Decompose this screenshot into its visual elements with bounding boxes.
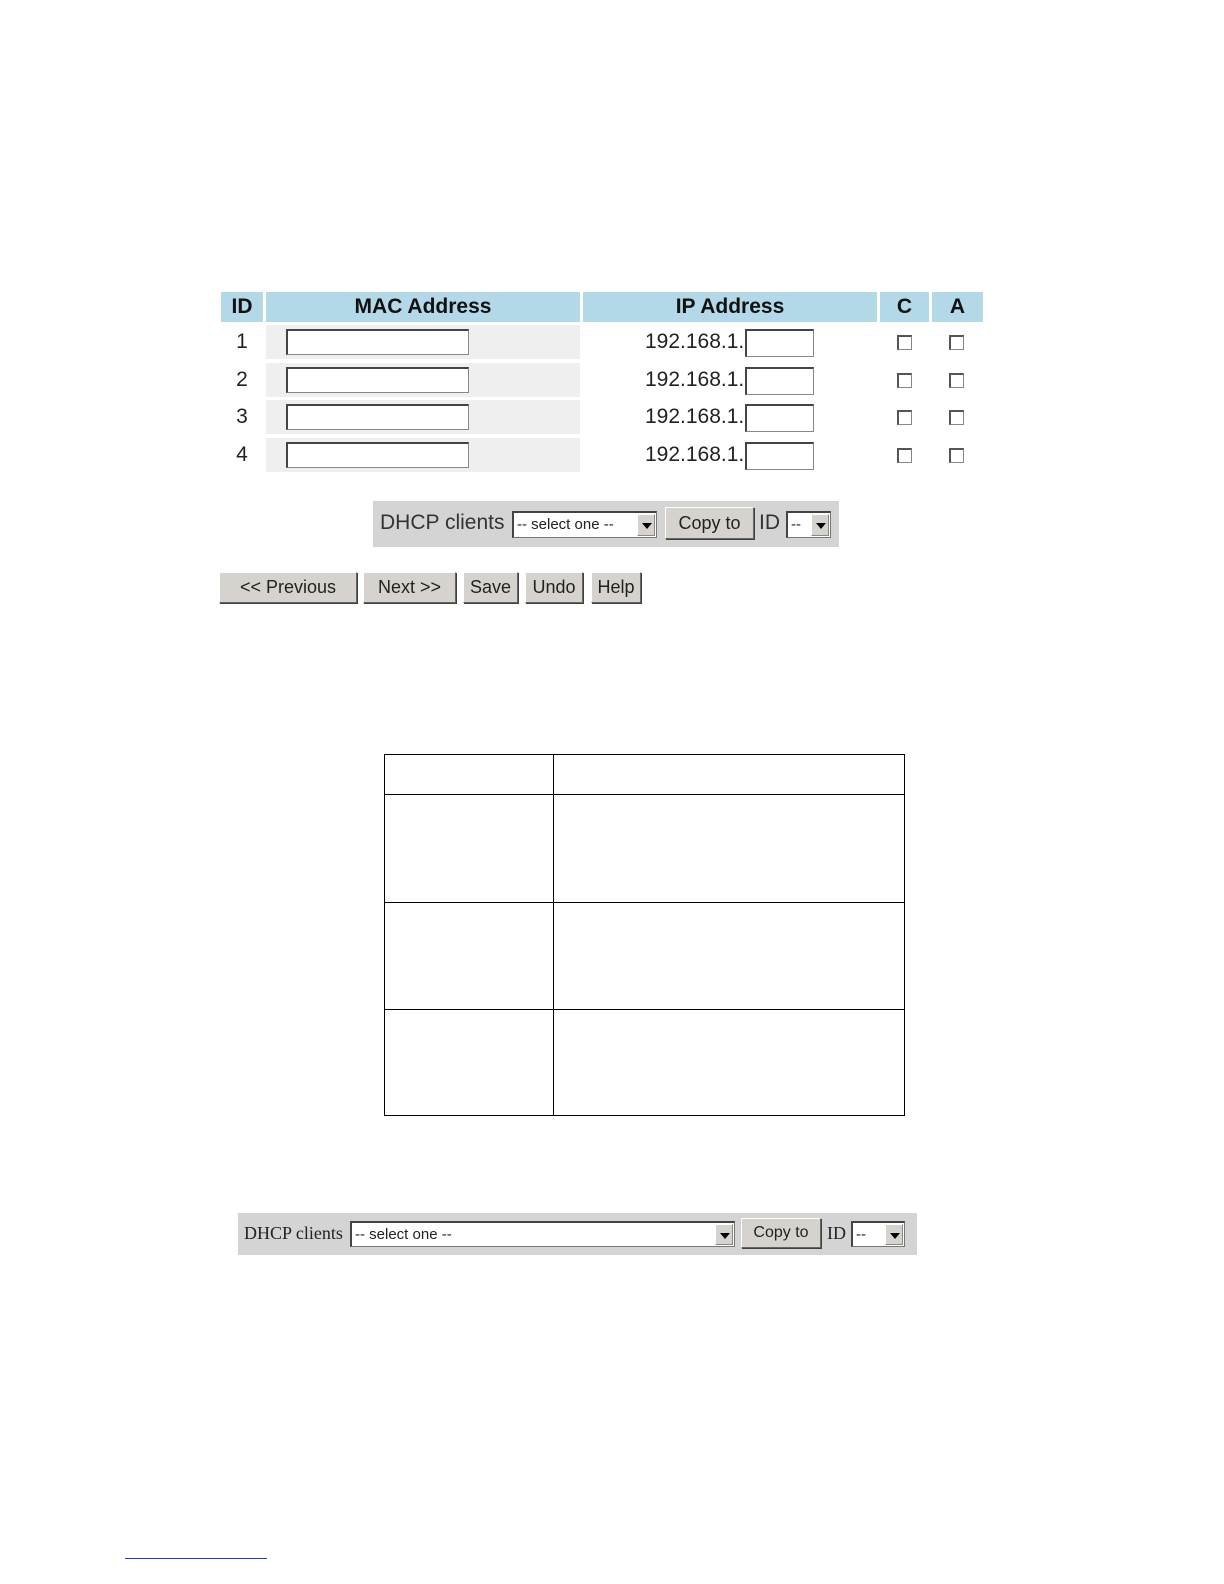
dhcp-clients-label: DHCP clients [380, 511, 505, 534]
dhcp-clients-bar-wide [238, 1213, 917, 1255]
row-divider [385, 902, 904, 903]
dhcp-clients-bar [373, 501, 839, 547]
row-divider [385, 1009, 904, 1010]
ip-prefix: 192.168.1. [645, 330, 745, 353]
header-ip-address: IP Address [583, 292, 877, 322]
header-id: ID [221, 292, 263, 322]
help-button[interactable]: Help [591, 572, 641, 603]
mac-address-input[interactable] [286, 404, 469, 430]
ip-last-octet-input[interactable] [745, 367, 814, 395]
chevron-down-icon[interactable] [885, 1224, 903, 1245]
row-id: 3 [236, 405, 248, 428]
dhcp-clients-select[interactable] [350, 1221, 735, 1247]
mac-address-input[interactable] [286, 329, 469, 355]
header-c: C [880, 292, 929, 322]
ip-prefix: 192.168.1. [645, 405, 745, 428]
copy-to-button[interactable]: Copy to [741, 1218, 821, 1248]
mac-address-input[interactable] [286, 442, 469, 468]
ip-prefix: 192.168.1. [645, 368, 745, 391]
save-button[interactable]: Save [463, 572, 518, 603]
a-checkbox[interactable] [949, 410, 964, 425]
chevron-down-icon[interactable] [715, 1224, 733, 1245]
header-a: A [932, 292, 983, 322]
c-checkbox[interactable] [897, 410, 912, 425]
id-select[interactable] [851, 1221, 905, 1247]
id-label: ID [759, 511, 780, 534]
a-checkbox[interactable] [949, 335, 964, 350]
chevron-down-icon[interactable] [637, 514, 655, 536]
a-checkbox[interactable] [949, 373, 964, 388]
ip-last-octet-input[interactable] [745, 329, 814, 357]
mac-address-input[interactable] [286, 367, 469, 393]
a-checkbox[interactable] [949, 448, 964, 463]
copy-to-button[interactable]: Copy to [665, 507, 754, 539]
dhcp-clients-label: DHCP clients [244, 1223, 343, 1243]
description-table [384, 754, 905, 1116]
ip-last-octet-input[interactable] [745, 442, 814, 470]
header-mac-address: MAC Address [266, 292, 580, 322]
id-select-value: -- [856, 1226, 866, 1243]
next-button[interactable]: Next >> [363, 572, 456, 603]
row-divider [385, 794, 904, 795]
row-id: 2 [236, 368, 248, 391]
id-select[interactable] [786, 511, 831, 538]
dhcp-clients-select-value: -- select one -- [355, 1226, 452, 1243]
dhcp-clients-select[interactable] [512, 511, 657, 538]
ip-last-octet-input[interactable] [745, 404, 814, 432]
ip-prefix: 192.168.1. [645, 443, 745, 466]
row-id: 4 [236, 443, 248, 466]
dhcp-clients-select-value: -- select one -- [517, 516, 614, 533]
c-checkbox[interactable] [897, 335, 912, 350]
chevron-down-icon[interactable] [811, 514, 829, 536]
column-divider [553, 755, 554, 1115]
previous-button[interactable]: << Previous [219, 572, 357, 603]
row-id: 1 [236, 330, 248, 353]
c-checkbox[interactable] [897, 373, 912, 388]
undo-button[interactable]: Undo [525, 572, 583, 603]
footnote-separator [125, 1558, 267, 1559]
c-checkbox[interactable] [897, 448, 912, 463]
id-label: ID [827, 1223, 846, 1243]
id-select-value: -- [791, 516, 801, 533]
